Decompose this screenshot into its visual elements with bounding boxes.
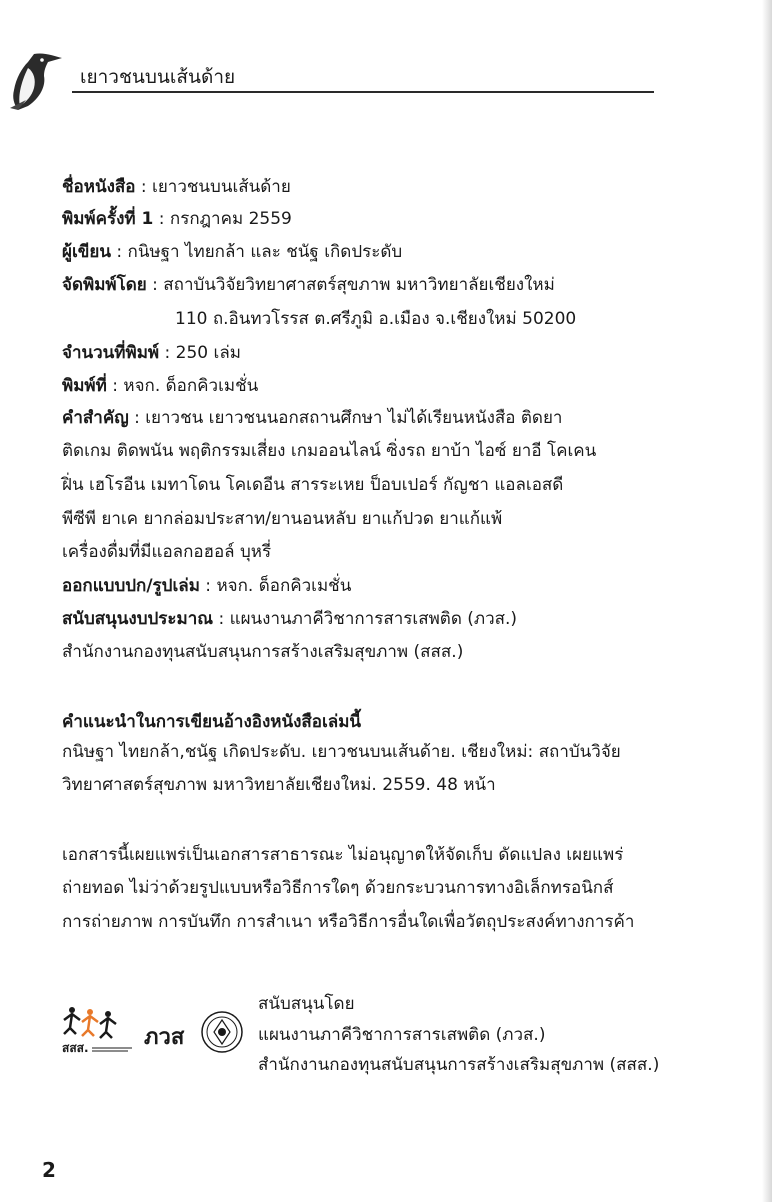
publisher-address: 110 ถ.อินทวโรรส ต.ศรีภูมิ อ.เมือง จ.เชียงใหม่ 50200 bbox=[175, 309, 577, 329]
funding-line bbox=[62, 607, 517, 631]
running-header-title: เยาวชนบนเส้นด้าย bbox=[80, 66, 236, 88]
copies-label: จำนวนที่พิมพ์ bbox=[62, 343, 160, 363]
keywords-line-1 bbox=[62, 406, 562, 430]
notice-line-1: เอกสารนี้เผยแพร่เป็นเอกสารสาธารณะ ไม่อนุญาตให้จัดเก็บ ดัดแปลง เผยแพร่ bbox=[62, 845, 624, 865]
svg-text:ภวส: ภวส bbox=[144, 1025, 185, 1050]
author-label: ผู้เขียน bbox=[62, 242, 111, 262]
citation-line-2: วิทยาศาสตร์สุขภาพ มหาวิทยาลัยเชียงใหม่. 2559. 48 หน้า bbox=[62, 775, 496, 795]
publisher-line bbox=[62, 273, 555, 297]
printer-value: : หจก. ด็อกคิวเมชั่น bbox=[106, 376, 259, 396]
sponsor-logos bbox=[60, 1002, 250, 1062]
university-seal-logo bbox=[202, 1012, 242, 1052]
citation-line-1: กนิษฐา ไทยกล้า,ชนัฐ เกิดประดับ. เยาวชนบนเส้นด้าย. เชียงใหม่: สถาบันวิจัย bbox=[62, 742, 621, 762]
publisher-value: : สถาบันวิจัยวิทยาศาสตร์สุขภาพ มหาวิทยาลัยเชียงใหม่ bbox=[146, 275, 555, 295]
keywords-line-4: พีซีพี ยาเค ยากล่อมประสาท/ยานอนหลับ ยาแก้ปวด ยาแก้แพ้ bbox=[62, 509, 503, 529]
printer-line bbox=[62, 374, 258, 398]
book-title-line bbox=[62, 175, 291, 199]
funding-line-2: สำนักงานกองทุนสนับสนุนการสร้างเสริมสุขภาพ (สสส.) bbox=[62, 642, 464, 662]
edition-value: : กรกฎาคม 2559 bbox=[153, 209, 292, 229]
author-value: : กนิษฐา ไทยกล้า และ ชนัฐ เกิดประดับ bbox=[110, 242, 403, 262]
page-edge-shadow bbox=[762, 0, 772, 1202]
support-line-1: สนับสนุนโดย bbox=[258, 994, 355, 1014]
copies-value: : 250 เล่ม bbox=[159, 343, 241, 363]
support-line-3: สำนักงานกองทุนสนับสนุนการสร้างเสริมสุขภาพ (สสส.) bbox=[258, 1055, 660, 1075]
book-title-label: ชื่อหนังสือ bbox=[62, 177, 136, 197]
edition-label: พิมพ์ครั้งที่ 1 bbox=[62, 209, 154, 229]
publisher-label: จัดพิมพ์โดย bbox=[62, 275, 147, 295]
thaihealth-logo bbox=[62, 1007, 132, 1055]
citation-heading: คำแนะนำในการเขียนอ้างอิงหนังสือเล่มนี้ bbox=[62, 712, 362, 732]
page-number: 2 bbox=[42, 1158, 56, 1182]
support-line-2: แผนงานภาคีวิชาการสารเสพติด (ภวส.) bbox=[258, 1025, 546, 1045]
keywords-line-5: เครื่องดื่มที่มีแอลกอฮอล์ บุหรี่ bbox=[62, 542, 272, 562]
book-title-value: : เยาวชนบนเส้นด้าย bbox=[135, 177, 291, 197]
keywords-line-3: ฝิ่น เฮโรอีน เมทาโดน โคเดอีน สารระเหย ป็อบเปอร์ กัญชา แอลเอสดี bbox=[62, 475, 564, 495]
second-sponsor-logo bbox=[144, 1025, 185, 1050]
kingfisher-bird-icon bbox=[4, 48, 64, 112]
copies-line bbox=[62, 341, 241, 365]
header-rule bbox=[72, 91, 654, 93]
edition-line bbox=[62, 207, 292, 231]
keywords-line-2: ติดเกม ติดพนัน พฤติกรรมเสี่ยง เกมออนไลน์ ซิ่งรถ ยาบ้า ไอซ์ ยาอี โคเคน bbox=[62, 441, 597, 461]
design-value: : หจก. ด็อกคิวเมชั่น bbox=[199, 576, 352, 596]
notice-line-2: ถ่ายทอด ไม่ว่าด้วยรูปแบบหรือวิธีการใดๆ ด้วยกระบวนการทางอิเล็กทรอนิกส์ bbox=[62, 878, 614, 898]
funding-label: สนับสนุนงบประมาณ bbox=[62, 609, 214, 629]
keywords-label: คำสำคัญ bbox=[62, 408, 129, 428]
design-line bbox=[62, 574, 351, 598]
printer-label: พิมพ์ที่ bbox=[62, 376, 107, 396]
keywords-value: : เยาวชน เยาวชนนอกสถานศึกษา ไม่ได้เรียนหนังสือ ติดยา bbox=[128, 408, 563, 428]
design-label: ออกแบบปก/รูปเล่ม bbox=[62, 576, 200, 596]
notice-line-3: การถ่ายภาพ การบันทึก การสำเนา หรือวิธีการอื่นใดเพื่อวัตถุประสงค์ทางการค้า bbox=[62, 912, 635, 932]
svg-text:สสส.: สสส. bbox=[62, 1041, 89, 1055]
author-line bbox=[62, 240, 402, 264]
funding-value: : แผนงานภาคีวิชาการสารเสพติด (ภวส.) bbox=[213, 609, 518, 629]
